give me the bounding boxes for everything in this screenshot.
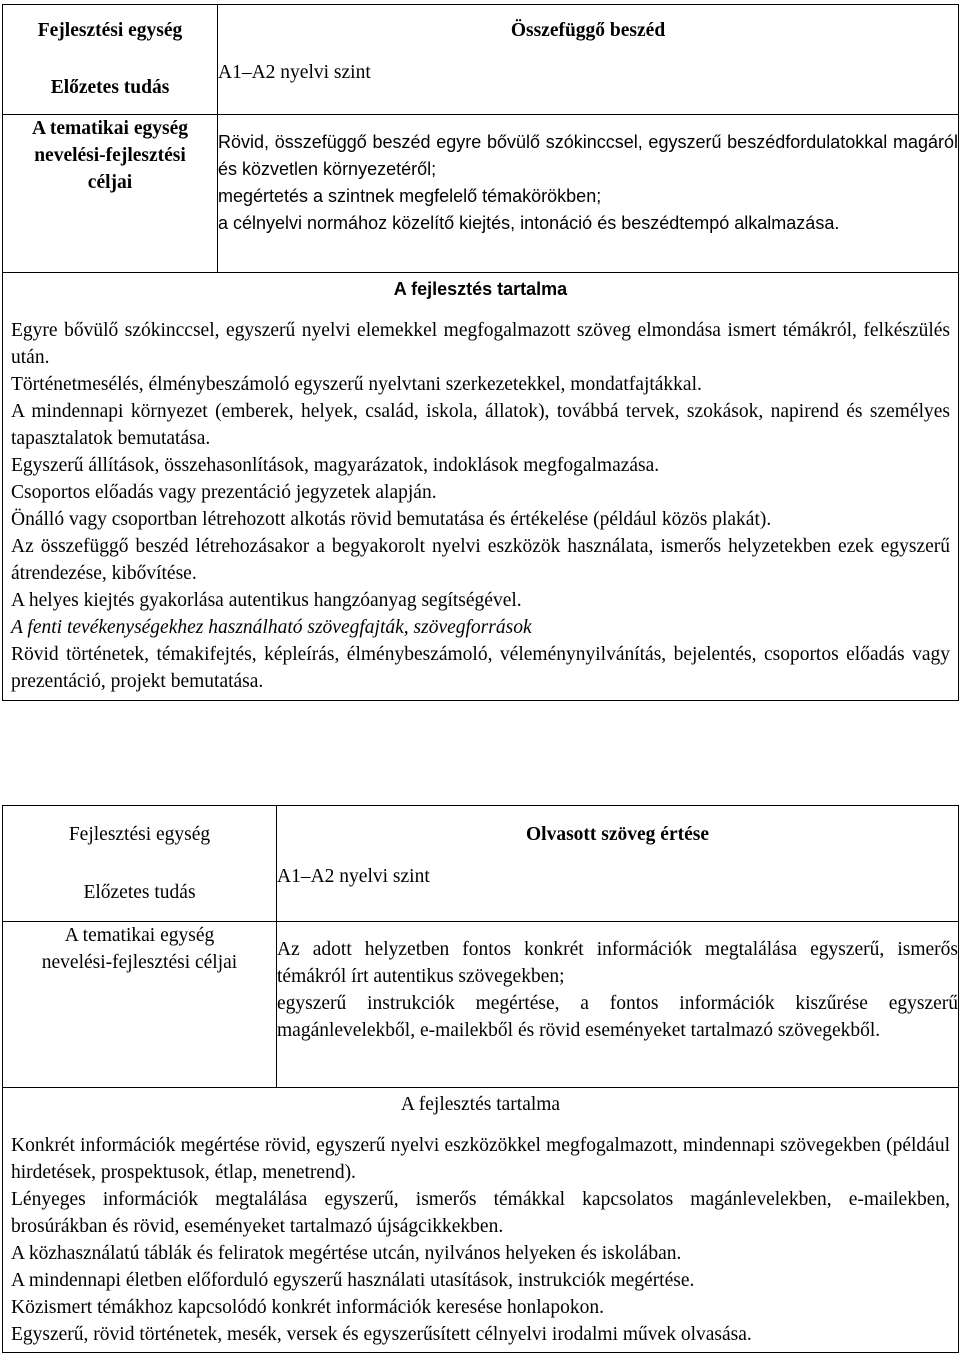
content-cell: [3, 1088, 959, 1353]
goals-label-cell: [3, 115, 218, 273]
goal-item: a célnyelvi normához közelítő kiejtés, intonáció és beszédtempó alkalmazása.: [218, 213, 840, 233]
goal-item: egyszerű instrukciók megértése, a fontos információk kiszűrése egyszerű magánlevelekből, e-mailekből és rövid eseményeket tartalmazó szövegekből.: [277, 993, 958, 1041]
prior-value: A1–A2 nyelvi szint: [218, 62, 371, 83]
unit-label-cell: [3, 806, 277, 922]
unit-label: Fejlesztési egység: [68, 824, 211, 845]
content-item: Önálló vagy csoportban létrehozott alkotás rövid bemutatása és értékelése (például közös plakát).: [11, 509, 772, 530]
content-item: A mindennapi környezet (emberek, helyek, család, iskola, állatok), továbbá tervek, szokások, napirend és személyes tapasztalatok bemutatása.: [11, 401, 950, 449]
goals-label-cell: [3, 922, 277, 1088]
prior-label: Előzetes tudás: [83, 882, 196, 903]
content-header: A fejlesztés tartalma: [400, 1094, 561, 1115]
content-item: Történetmesélés, élménybeszámoló egyszerű nyelvtani szerkezetekkel, mondatfajtákkal.: [11, 374, 702, 395]
content-item: A mindennapi életben előforduló egyszerű használati utasítások, instrukciók megértése.: [11, 1270, 695, 1291]
content-item: Egyszerű, rövid történetek, mesék, versek és egyszerűsített célnyelvi irodalmi művek olvasása.: [11, 1324, 752, 1345]
goals-cell: [218, 115, 959, 273]
goals-label-line: A tematikai egység: [32, 118, 188, 139]
goals-label-line: nevelési-fejlesztési céljai: [41, 952, 238, 973]
goals-label-line: céljai: [87, 172, 133, 193]
goal-item: megértetés a szintnek megfelelő témakörökben;: [218, 186, 602, 206]
goals-label-line: nevelési-fejlesztési: [34, 145, 186, 166]
prior-label: Előzetes tudás: [50, 77, 170, 98]
unit-value-cell: [277, 806, 959, 922]
content-item: A közhasználatú táblák és feliratok megértése utcán, nyilvános helyeken és iskolában.: [11, 1243, 682, 1264]
goals-label-line: A tematikai egység: [64, 925, 215, 946]
content-item: Egyre bővülő szókinccsel, egyszerű nyelvi elemekkel megfogalmazott szöveg elmondása ismert témákról, felkészülés után.: [11, 320, 950, 368]
curriculum-table-speaking: [2, 4, 959, 701]
unit-title: Összefüggő beszéd: [510, 20, 666, 41]
unit-label: Fejlesztési egység: [37, 20, 183, 41]
unit-label-cell: [3, 5, 218, 115]
prior-value: A1–A2 nyelvi szint: [277, 866, 430, 887]
content-header: A fejlesztés tartalma: [393, 279, 568, 299]
curriculum-table-reading: [2, 805, 959, 1353]
goal-item: Az adott helyzetben fontos konkrét információk megtalálása egyszerű, ismerős témákról írt autentikus szövegekben;: [277, 939, 958, 987]
content-cell: [3, 273, 959, 701]
text-types: Rövid történetek, témakifejtés, képleírás, élménybeszámoló, véleménynyilvánítás, bejelentés, csoportos előadás vagy prezentáció, projekt bemutatása.: [11, 644, 950, 692]
goal-item: Rövid, összefüggő beszéd egyre bővülő szókinccsel, egyszerű beszédfordulatokkal magáról és közvetlen környezetéről;: [218, 132, 958, 179]
unit-title: Olvasott szöveg értése: [525, 824, 709, 845]
text-types-header: A fenti tevékenységekhez használható szövegfajták, szövegforrások: [11, 617, 532, 638]
content-item: Lényeges információk megtalálása egyszerű, ismerős témákkal kapcsolatos magánlevelekben, e-mailekben, brosúrákban és rövid, eseményeket tartalmazó újságcikkekben.: [11, 1189, 950, 1237]
unit-value-cell: [218, 5, 959, 115]
content-item: A helyes kiejtés gyakorlása autentikus hangzóanyag segítségével.: [11, 590, 522, 611]
content-item: Egyszerű állítások, összehasonlítások, magyarázatok, indoklások megfogalmazása.: [11, 455, 660, 476]
content-item: Az összefüggő beszéd létrehozásakor a begyakorolt nyelvi eszközök használata, ismerős helyzetekben ezek egyszerű átrendezése, kibővítése.: [11, 536, 950, 584]
content-item: Közismert témákhoz kapcsolódó konkrét információk keresése honlapokon.: [11, 1297, 604, 1318]
content-item: Konkrét információk megértése rövid, egyszerű nyelvi eszközökkel megfogalmazott, mindennapi szövegekben (például hirdetések, prospektusok, étlap, menetrend).: [11, 1135, 950, 1183]
goals-cell: [277, 922, 959, 1088]
content-item: Csoportos előadás vagy prezentáció jegyzetek alapján.: [11, 482, 437, 503]
